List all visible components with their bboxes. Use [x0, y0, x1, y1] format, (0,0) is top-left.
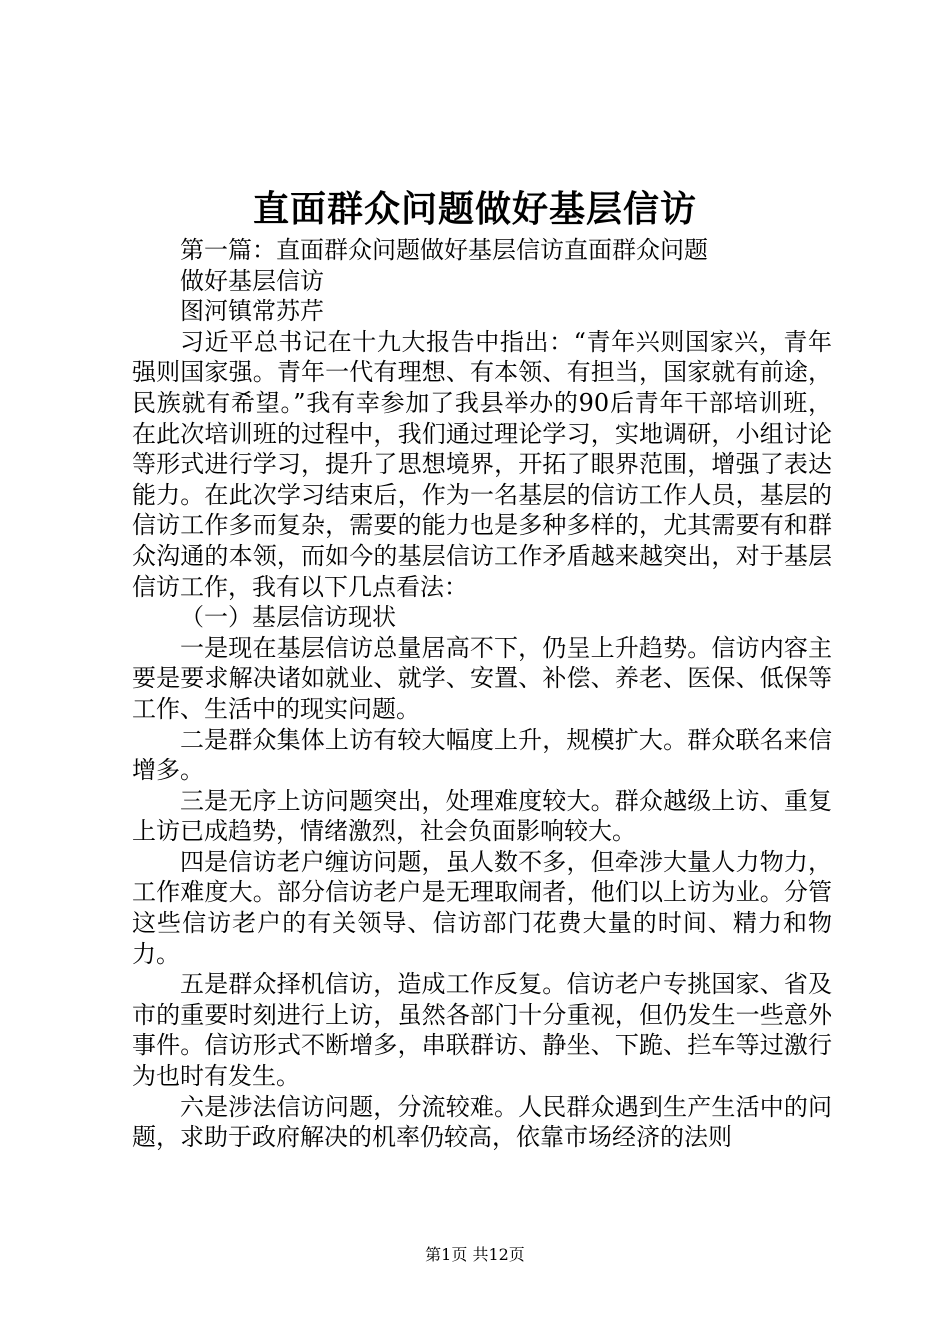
paragraph-section-heading: （一）基层信访现状: [180, 603, 396, 632]
paragraph-point-6: 六是涉法信访问题，分流较难。人民群众遇到生产生活中的问题，求助于政府解决的机率仍较高，依靠市场经济的法则: [132, 1092, 832, 1152]
page-number-footer: 第1页 共12页: [425, 1245, 525, 1264]
paragraph-heading-line-2: 做好基层信访: [180, 266, 324, 295]
paragraph-point-5: 五是群众择机信访，造成工作反复。信访老户专挑国家、省及市的重要时刻进行上访，虽然各部门十分重视，但仍发生一些意外事件。信访形式不断增多，串联群访、静坐、下跪、拦车等过激行为也时有发生。: [132, 970, 832, 1091]
paragraph-point-1: 一是现在基层信访总量居高不下，仍呈上升趋势。信访内容主要是要求解决诸如就业、就学、安置、补偿、养老、医保、低保等工作、生活中的现实问题。: [132, 633, 832, 723]
paragraph-point-3: 三是无序上访问题突出，处理难度较大。群众越级上访、重复上访已成趋势，情绪激烈，社会负面影响较大。: [132, 786, 832, 846]
document-body: [132, 235, 832, 1153]
paragraph-intro: 习近平总书记在十九大报告中指出：“青年兴则国家兴，青年强则国家强。青年一代有理想、有本领、有担当，国家就有前途，民族就有希望。”我有幸参加了我县举办的90后青年干部培训班，在此次培训班的过程中，我们通过理论学习，实地调研，小组讨论等形式进行学习，提升了思想境界，开拓了眼界范围，增强了表达能力。在此次学习结束后，作为一名基层的信访工作人员，基层的信访工作多而复杂，需要的能力也是多种多样的，尤其需要有和群众沟通的本领，而如今的基层信访工作矛盾越来越突出，对于基层信访工作，我有以下几点看法：: [132, 327, 832, 601]
paragraph-point-2: 二是群众集体上访有较大幅度上升，规模扩大。群众联名来信增多。: [132, 725, 832, 785]
paragraph-heading-line-1: 第一篇：直面群众问题做好基层信访直面群众问题: [180, 236, 708, 264]
paragraph-point-4: 四是信访老户缠访问题，虽人数不多，但牵涉大量人力物力，工作难度大。部分信访老户是无理取闹者，他们以上访为业。分管这些信访老户的有关领导、信访部门花费大量的时间、精力和物力。: [132, 847, 832, 968]
document-title: 直面群众问题做好基层信访: [252, 188, 697, 230]
paragraph-author: 图河镇常苏芹: [180, 297, 324, 326]
